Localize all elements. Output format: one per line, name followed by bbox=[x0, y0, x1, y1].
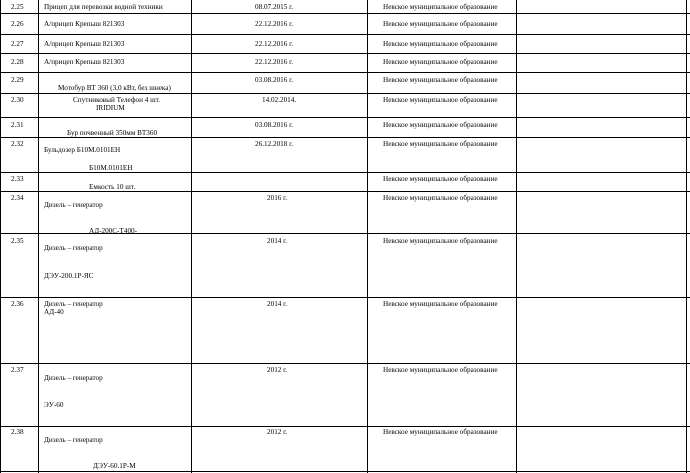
item-name-line2: Б10М.0101ЕН bbox=[89, 164, 133, 172]
row-divider bbox=[0, 72, 690, 73]
column-divider bbox=[367, 0, 368, 473]
row-number: 2.26 bbox=[11, 20, 24, 28]
item-name: Дизель – генератор bbox=[44, 436, 103, 444]
item-owner: Невское муниципальное образование bbox=[383, 175, 498, 183]
row-divider bbox=[0, 297, 690, 298]
item-owner: Невское муниципальное образование bbox=[383, 40, 498, 48]
item-owner: Невское муниципальное образование bbox=[383, 3, 498, 11]
item-owner: Невское муниципальное образование bbox=[383, 121, 498, 129]
column-divider bbox=[191, 0, 192, 473]
item-owner: Невское муниципальное образование bbox=[383, 140, 498, 148]
column-divider bbox=[686, 0, 687, 473]
item-date: 26.12.2018 г. bbox=[255, 140, 294, 148]
item-date: 22.12.2016 г. bbox=[255, 40, 294, 48]
item-name: Бур почвенный 350мм ВТ360 bbox=[67, 129, 158, 137]
item-owner: Невское муниципальное образование bbox=[383, 20, 498, 28]
item-name-line2: IRIDIUM bbox=[96, 104, 125, 112]
row-number: 2.27 bbox=[11, 40, 24, 48]
item-owner: Невское муниципальное образование bbox=[383, 366, 498, 374]
item-name: Дизель – генератор bbox=[44, 201, 103, 209]
row-number: 2.32 bbox=[11, 140, 24, 148]
row-number: 2.28 bbox=[11, 58, 24, 66]
item-name: Бульдозер Б10М.0101ЕН bbox=[44, 146, 121, 154]
item-name: Емкость 10 шт. bbox=[89, 183, 136, 191]
row-number: 2.31 bbox=[11, 121, 24, 129]
row-number: 2.30 bbox=[11, 96, 24, 104]
item-date: 2012 г. bbox=[267, 428, 288, 436]
item-name: А/прицеп Крепыш 821303 bbox=[44, 20, 125, 28]
item-name: А/прицеп Крепыш 821303 bbox=[44, 58, 125, 66]
column-divider bbox=[516, 0, 517, 473]
item-date: 14.02.2014. bbox=[262, 96, 297, 104]
row-number: 2.29 bbox=[11, 76, 24, 84]
column-divider bbox=[38, 0, 39, 473]
item-name-line2: АД-40 bbox=[44, 308, 64, 316]
item-date: 22.12.2016 г. bbox=[255, 58, 294, 66]
row-divider bbox=[0, 34, 690, 35]
item-date: 08.07.2015 г. bbox=[255, 3, 294, 11]
item-date: 2014 г. bbox=[267, 237, 288, 245]
item-owner: Невское муниципальное образование bbox=[383, 76, 498, 84]
item-owner: Невское муниципальное образование bbox=[383, 300, 498, 308]
row-divider bbox=[0, 471, 690, 472]
row-number: 2.33 bbox=[11, 175, 24, 183]
item-name: Спутниковый Телефон 4 шт. bbox=[73, 96, 161, 104]
item-date: 2012 г. bbox=[267, 366, 288, 374]
item-owner: Невское муниципальное образование bbox=[383, 96, 498, 104]
row-number: 2.38 bbox=[11, 428, 24, 436]
row-divider bbox=[0, 53, 690, 54]
item-owner: Невское муниципальное образование bbox=[383, 194, 498, 202]
item-date: 03.08.2016 г. bbox=[255, 76, 294, 84]
item-date: 03.08.2016 г. bbox=[255, 121, 294, 129]
item-name: Прицеп для перевозки водной техники bbox=[44, 3, 163, 11]
item-name-line2: ЭУ-60 bbox=[44, 401, 64, 409]
row-divider bbox=[0, 117, 690, 118]
item-name-line2: ДЭУ-60.1Р-М bbox=[93, 462, 136, 470]
column-divider bbox=[0, 0, 1, 473]
item-date: 22.12.2016 г. bbox=[255, 20, 294, 28]
item-owner: Невское муниципальное образование bbox=[383, 58, 498, 66]
row-number: 2.37 bbox=[11, 366, 24, 374]
item-name-line2: АД-200С-Т400- bbox=[89, 227, 138, 235]
item-name-line2: ДЭУ-200.1Р-ЯС bbox=[44, 272, 94, 280]
row-number: 2.25 bbox=[11, 3, 24, 11]
item-owner: Невское муниципальное образование bbox=[383, 237, 498, 245]
item-name: Дизель – генератор bbox=[44, 300, 103, 308]
row-divider bbox=[0, 426, 690, 427]
row-number: 2.34 bbox=[11, 194, 24, 202]
item-date: 2014 г. bbox=[267, 300, 288, 308]
item-name: А/прицеп Крепыш 821303 bbox=[44, 40, 125, 48]
row-divider bbox=[0, 363, 690, 364]
item-owner: Невское муниципальное образование bbox=[383, 428, 498, 436]
row-divider bbox=[0, 93, 690, 94]
item-name: Дизель – генератор bbox=[44, 374, 103, 382]
item-date: 2016 г. bbox=[267, 194, 288, 202]
item-name: Мотобур ВТ 360 (3,0 кВт, без шнека) bbox=[58, 84, 171, 92]
row-number: 2.35 bbox=[11, 237, 24, 245]
item-name: Дизель – генератор bbox=[44, 244, 103, 252]
row-divider bbox=[0, 13, 690, 14]
row-number: 2.36 bbox=[11, 300, 24, 308]
